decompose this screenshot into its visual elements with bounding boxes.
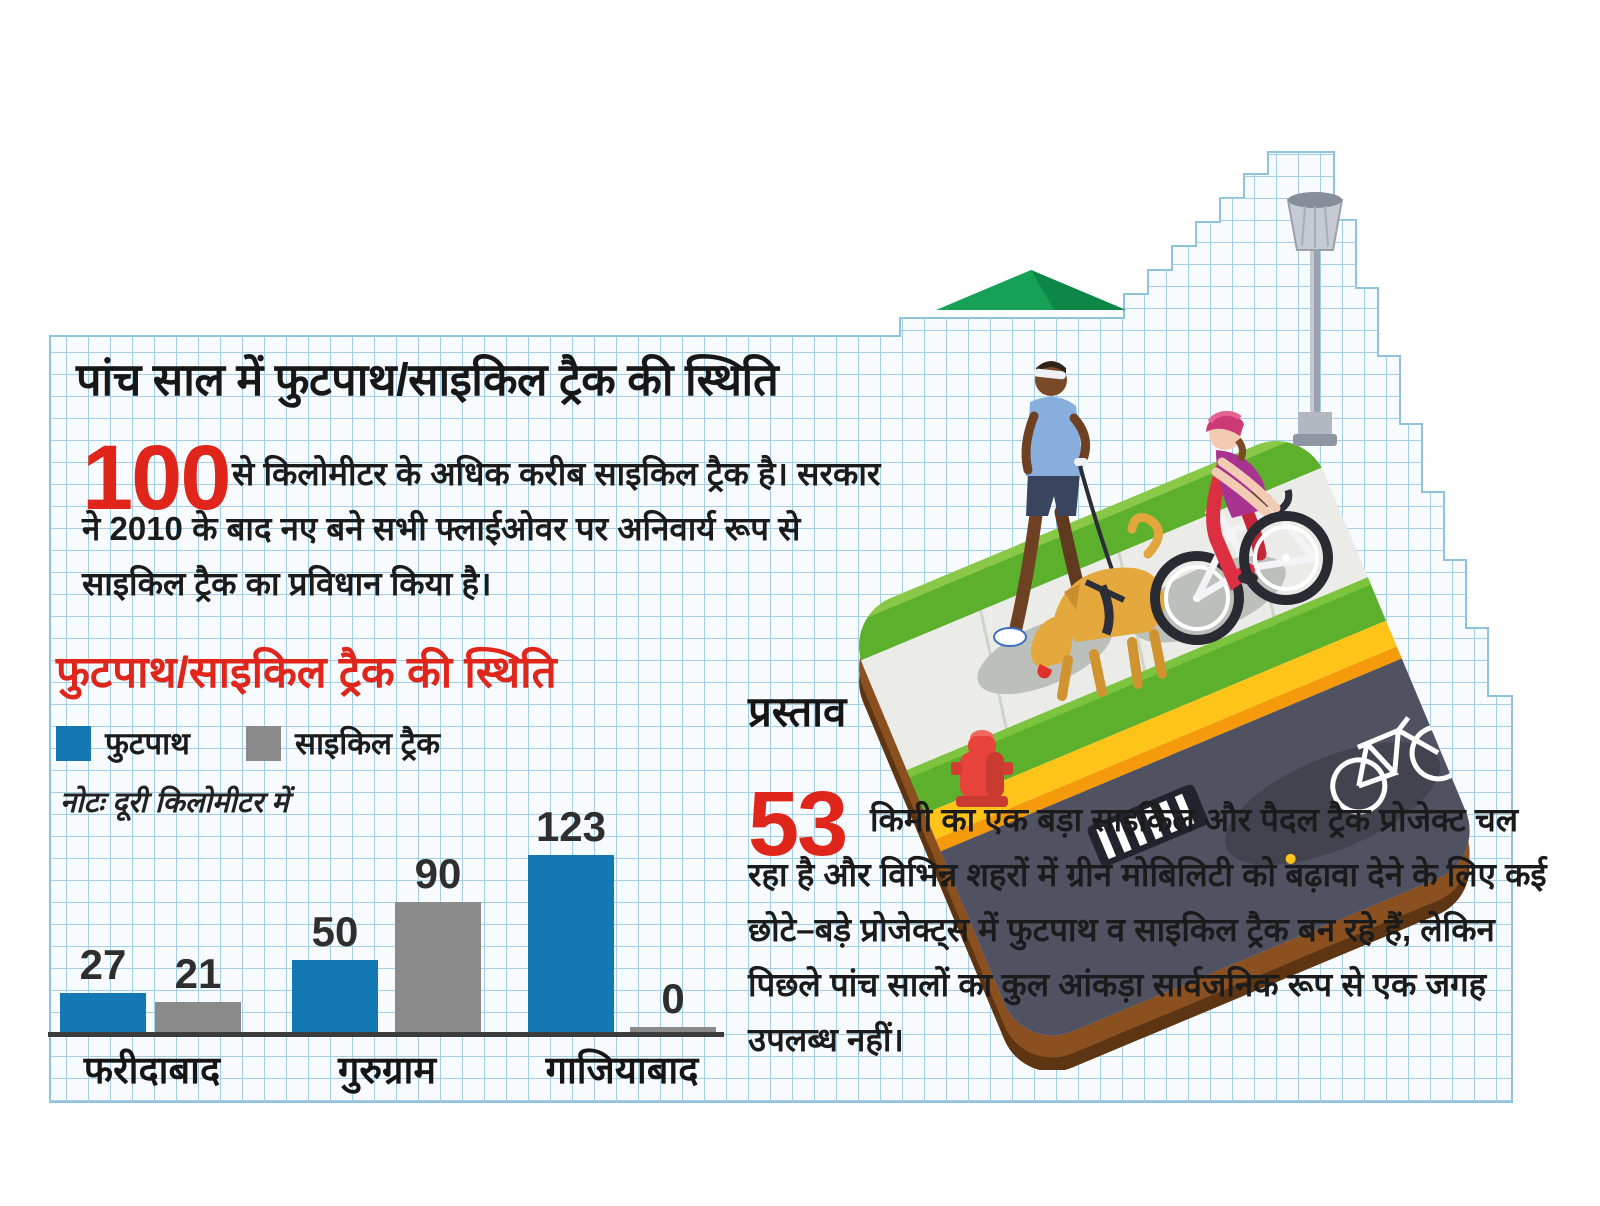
category-label-गुरुग्राम: गुरुग्राम — [337, 1050, 437, 1092]
proposal-heading: प्रस्ताव — [748, 688, 847, 735]
page-title: पांच साल में फुटपाथ/साइकिल ट्रैक की स्थिति — [76, 354, 779, 405]
bar-value-फुटपाथ-गुरुग्राम: 50 — [311, 908, 359, 955]
stat-100-value: 100 — [82, 427, 230, 529]
legend-label-1: साइकिल ट्रैक — [294, 726, 441, 761]
legend-swatch-1 — [246, 726, 281, 761]
category-label-फरीदाबाद: फरीदाबाद — [83, 1050, 221, 1092]
street-lamp — [1288, 192, 1342, 446]
stat-100-block — [82, 427, 882, 611]
bar-फुटपाथ-फरीदाबाद — [60, 993, 146, 1032]
legend-item-0 — [56, 722, 190, 764]
tree-icon — [936, 270, 1126, 310]
bar-value-साइकिल ट्रैक-गाजियाबाद: 0 — [661, 975, 685, 1022]
bar-साइकिल ट्रैक-गुरुग्राम — [395, 902, 481, 1032]
bar-फुटपाथ-गाजियाबाद — [528, 855, 614, 1032]
chart-note: नोटः दूरी किलोमीटर में — [60, 787, 289, 819]
bar-साइकिल ट्रैक-फरीदाबाद — [155, 1002, 241, 1032]
chart-baseline — [48, 1032, 724, 1037]
category-label-गाजियाबाद: गाजियाबाद — [545, 1050, 699, 1092]
legend-item-1 — [246, 722, 440, 764]
bar-value-फुटपाथ-फरीदाबाद: 27 — [79, 941, 127, 988]
bar-value-साइकिल ट्रैक-फरीदाबाद: 21 — [174, 950, 222, 997]
chart-heading: फुटपाथ/साइकिल ट्रैक की स्थिति — [56, 648, 557, 697]
bar-फुटपाथ-गुरुग्राम — [292, 960, 378, 1032]
stat-53-value: 53 — [748, 773, 847, 875]
legend-label-0: फुटपाथ — [105, 726, 190, 761]
chart-legend — [56, 722, 440, 764]
stat-53-block — [748, 773, 1548, 1067]
bar-value-फुटपाथ-गाजियाबाद: 123 — [535, 803, 607, 850]
bar-value-साइकिल ट्रैक-गुरुग्राम: 90 — [414, 850, 462, 897]
stat-100-text: से किलोमीटर के अधिक करीब साइकिल ट्रैक है। सरकार ने 2010 के बाद नए बने सभी फ्लाईओवर पर अनिवार्य रूप से साइकिल ट्रैक का प्रविधान किया है। — [82, 455, 881, 602]
legend-swatch-0 — [56, 726, 91, 761]
bar-साइकिल ट्रैक-गाजियाबाद — [630, 1027, 716, 1032]
stat-53-text: किमी का एक बड़ा साइकिल और पैदल ट्रैक प्रोजेक्ट चल रहा है और विभिन्न शहरों में ग्रीन मोबिलिटी को बढ़ावा देने के लिए कई छोटे–बड़े प्रोजेक्ट्स में फुटपाथ व साइकिल ट्रैक बन रहे हैं, लेकिन पिछले पांच सालों का कुल आंकड़ा सार्वजनिक रूप से एक जगह उपलब्ध नहीं। — [748, 801, 1547, 1058]
